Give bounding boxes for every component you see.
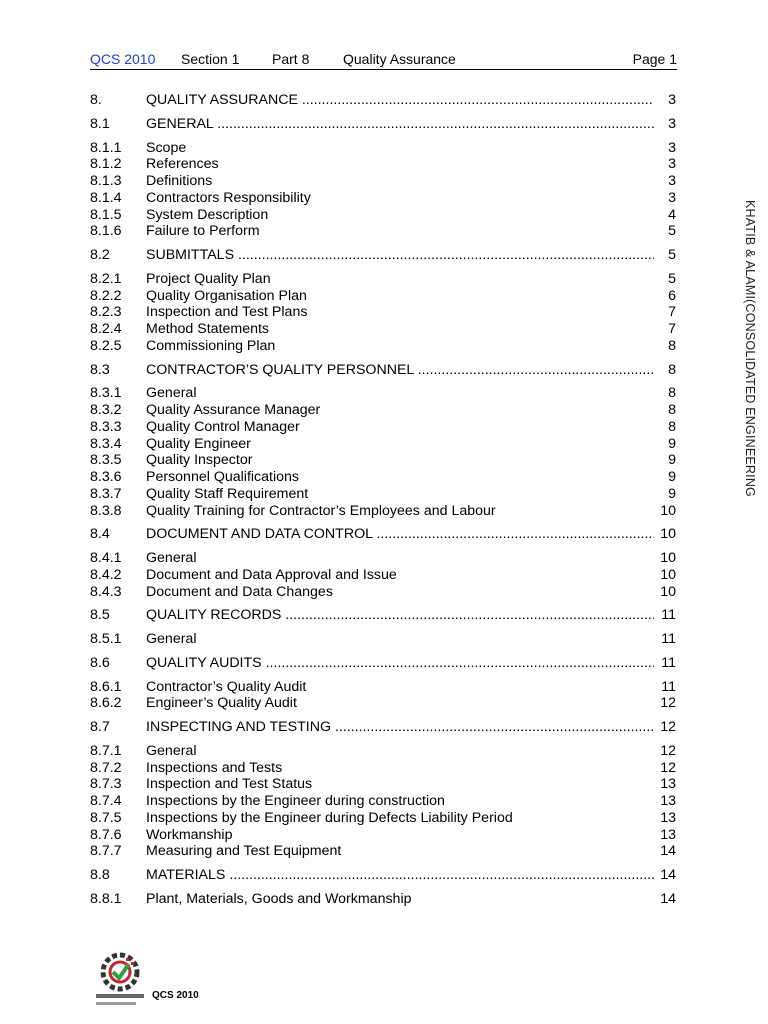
toc-entry-row — [90, 631, 676, 648]
toc-page-number: 10 — [660, 566, 676, 583]
toc-page-number: 3 — [668, 115, 676, 132]
toc-page-number: 8 — [668, 402, 676, 418]
toc-title: Contractors Responsibility — [146, 189, 311, 206]
toc-number: 8.4.3 — [90, 583, 122, 600]
toc-number: 8.6.2 — [90, 695, 122, 712]
toc-entry-row — [90, 469, 676, 486]
toc-number: 8.4.2 — [90, 566, 122, 583]
toc-number: 8.7.3 — [90, 776, 122, 793]
toc-title: Quality Control Manager — [146, 418, 300, 435]
toc-page-number: 13 — [660, 826, 676, 843]
toc-entry-row — [90, 304, 676, 321]
toc-title: Quality Inspector — [146, 452, 253, 469]
toc-number: 8.2.2 — [90, 287, 122, 304]
toc-entry-row — [90, 584, 676, 601]
toc-entry-row — [90, 827, 676, 844]
toc-entry-row — [90, 567, 676, 584]
toc-section-row — [90, 92, 676, 109]
toc-entry-row — [90, 436, 676, 453]
toc-title: Project Quality Plan — [146, 270, 271, 287]
toc-entry-row — [90, 156, 676, 173]
toc-number: 8.1.6 — [90, 223, 122, 240]
toc-page-number: 11 — [661, 678, 676, 695]
toc-title: Method Statements — [146, 321, 270, 337]
toc-page-number: 7 — [668, 321, 676, 337]
toc-page-number: 3 — [668, 156, 676, 173]
toc-entry-row — [90, 402, 676, 419]
toc-page-number: 8 — [668, 418, 676, 435]
toc-section-row — [90, 607, 676, 624]
toc-title: Workmanship — [146, 826, 233, 843]
toc-page-number: 13 — [660, 809, 676, 826]
toc-title: QUALITY AUDITS ..... — [146, 655, 654, 672]
toc-entry-row — [90, 743, 676, 760]
logo-caption: QCS 2010 — [152, 990, 199, 1001]
toc-number: 8.7.5 — [90, 809, 122, 826]
toc-number: 8.1.3 — [90, 173, 122, 189]
header-code: QCS 2010 — [90, 51, 156, 67]
toc-section-row — [90, 362, 676, 379]
toc-number: 8.1.5 — [90, 206, 122, 223]
toc-section-row — [90, 247, 676, 264]
toc-number: 8.2.5 — [90, 337, 122, 354]
toc-page-number: 10 — [660, 526, 676, 543]
toc-number: 8.4 — [90, 526, 110, 543]
toc-title: Commissioning Plan — [146, 337, 276, 354]
toc-entry-row — [90, 385, 676, 402]
qcs-logo-icon — [88, 950, 152, 1012]
toc-title: General — [146, 385, 197, 402]
toc-entry-row — [90, 207, 676, 224]
toc-number: 8.1 — [90, 115, 110, 132]
toc-number: 8.2.1 — [90, 270, 122, 287]
toc-page-number: 8 — [668, 361, 676, 378]
toc-entry-row — [90, 190, 676, 207]
toc-entry-row — [90, 223, 676, 240]
toc-page-number: 9 — [668, 485, 676, 502]
toc-title: CONTRACTOR’S QUALITY PERSONNEL ..... — [146, 362, 654, 379]
toc-entry-row — [90, 140, 676, 157]
toc-title: Inspections and Tests — [146, 759, 283, 776]
toc-entry-row — [90, 452, 676, 469]
toc-page-number: 5 — [668, 223, 676, 240]
toc-entry-row — [90, 891, 676, 908]
toc-page-number: 13 — [660, 776, 676, 793]
toc-number: 8.8.1 — [90, 890, 122, 907]
toc-page-number: 4 — [668, 206, 676, 223]
toc-title: General — [146, 550, 197, 566]
toc-entry-row — [90, 810, 676, 827]
toc-number: 8.2 — [90, 247, 110, 263]
toc-number: 8.6 — [90, 654, 110, 671]
toc-number: 8.7.1 — [90, 742, 122, 759]
toc-page-number: 12 — [660, 719, 676, 735]
toc-page-number: 3 — [668, 173, 676, 189]
toc-number: 8.7.2 — [90, 759, 122, 776]
toc-number: 8.2.4 — [90, 321, 122, 337]
toc-section-row — [90, 867, 676, 884]
toc-title: Quality Staff Requirement — [146, 485, 309, 502]
toc-title: General — [146, 631, 197, 647]
toc-number: 8.3.6 — [90, 469, 122, 485]
toc-title: Measuring and Test Equipment — [146, 843, 342, 860]
toc-number: 8.7.7 — [90, 843, 122, 860]
toc-number: 8.3.1 — [90, 385, 122, 402]
toc-title: Inspection and Test Status — [146, 776, 313, 793]
toc-title: MATERIALS ..... — [146, 867, 654, 884]
toc-page-number: 11 — [661, 631, 676, 647]
toc-entry-row — [90, 271, 676, 288]
toc-title: Quality Training for Contractor’s Employees and Labour — [146, 502, 496, 519]
toc-title: Contractor’s Quality Audit — [146, 678, 307, 695]
page-header — [90, 49, 677, 70]
toc-page-number: 10 — [660, 550, 676, 566]
header-part: Part 8 — [272, 51, 310, 67]
toc-page-number: 9 — [668, 435, 676, 452]
header-section: Section 1 — [181, 51, 240, 67]
toc-title: Engineer’s Quality Audit — [146, 695, 297, 712]
toc-title: Inspection and Test Plans — [146, 304, 308, 321]
toc-page-number: 6 — [668, 287, 676, 304]
toc-page-number: 14 — [660, 843, 676, 860]
toc-number: 8.3 — [90, 361, 110, 378]
toc-section-row — [90, 655, 676, 672]
toc-title: QUALITY RECORDS ..... — [146, 607, 654, 624]
toc-title: General — [146, 742, 197, 759]
toc-title: References — [146, 156, 219, 173]
toc-page-number: 12 — [660, 742, 676, 759]
header-page-number: Page 1 — [632, 51, 677, 67]
toc-number: 8.5 — [90, 607, 110, 624]
toc-page-number: 11 — [661, 654, 676, 671]
toc-title: Definitions — [146, 173, 213, 189]
toc-page-number: 12 — [660, 759, 676, 776]
toc-title: Failure to Perform — [146, 223, 260, 240]
toc-number: 8.3.3 — [90, 418, 122, 435]
toc-number: 8.1.2 — [90, 156, 122, 173]
toc-title: Personnel Qualifications — [146, 469, 299, 485]
header-title: Quality Assurance — [343, 51, 456, 67]
toc-title: DOCUMENT AND DATA CONTROL ..... — [146, 526, 654, 543]
toc-page-number: 8 — [668, 337, 676, 354]
toc-entry-row — [90, 793, 676, 810]
toc-entry-row — [90, 419, 676, 436]
toc-page-number: 8 — [668, 385, 676, 402]
toc-number: 8.1.4 — [90, 189, 122, 206]
toc-entry-row — [90, 486, 676, 503]
toc-number: 8.3.2 — [90, 402, 122, 418]
toc-number: 8.8 — [90, 867, 110, 883]
toc-title: Quality Assurance Manager — [146, 402, 321, 418]
toc-page-number: 3 — [668, 139, 676, 156]
toc-entry-row — [90, 776, 676, 793]
toc-number: 8.1.1 — [90, 139, 122, 156]
toc-title: Inspections by the Engineer during Defects Liability Period — [146, 809, 513, 826]
toc-page-number: 11 — [661, 607, 676, 624]
toc-entry-row — [90, 338, 676, 355]
toc-number: 8.3.7 — [90, 485, 122, 502]
toc-entry-row — [90, 695, 676, 712]
toc-page-number: 7 — [668, 304, 676, 321]
toc-title: QUALITY ASSURANCE ..... — [146, 92, 654, 109]
toc-entry-row — [90, 550, 676, 567]
toc-title: GENERAL ..... — [146, 116, 654, 133]
toc-number: 8.3.4 — [90, 435, 122, 452]
toc-section-row — [90, 719, 676, 736]
toc-number: 8.4.1 — [90, 550, 122, 566]
toc-section-row — [90, 526, 676, 543]
toc-title: INSPECTING AND TESTING ..... — [146, 719, 654, 736]
toc-title: Quality Organisation Plan — [146, 287, 307, 304]
toc-number: 8.7.6 — [90, 826, 122, 843]
toc-number: 8.2.3 — [90, 304, 122, 321]
toc-page-number: 10 — [660, 583, 676, 600]
toc-title: Quality Engineer — [146, 435, 251, 452]
toc-page-number: 9 — [668, 452, 676, 469]
toc-title: SUBMITTALS ..... — [146, 247, 654, 264]
toc-page-number: 9 — [668, 469, 676, 485]
toc-title: Document and Data Changes — [146, 583, 333, 600]
toc-number: 8.3.8 — [90, 502, 122, 519]
toc-entry-row — [90, 288, 676, 305]
toc-number: 8.6.1 — [90, 678, 122, 695]
toc-page-number: 5 — [668, 247, 676, 263]
toc-number: 8.3.5 — [90, 452, 122, 469]
toc-page-number: 3 — [668, 92, 676, 108]
toc-title: Scope — [146, 139, 187, 156]
toc-page-number: 5 — [668, 270, 676, 287]
toc-page-number: 10 — [660, 502, 676, 519]
toc-title: Inspections by the Engineer during construction — [146, 793, 445, 809]
toc-page-number: 14 — [660, 867, 676, 883]
toc-title: Document and Data Approval and Issue — [146, 566, 397, 583]
toc-section-row — [90, 116, 676, 133]
toc-number: 8.7 — [90, 719, 110, 735]
toc-entry-row — [90, 503, 676, 520]
toc-number: 8.7.4 — [90, 793, 122, 809]
toc-page-number: 13 — [660, 793, 676, 809]
toc-entry-row — [90, 321, 676, 338]
vertical-side-text: KHATIB & ALAMI(CONSOLIDATED ENGINEERING — [743, 200, 757, 497]
toc-page-number: 14 — [660, 890, 676, 907]
toc-title: Plant, Materials, Goods and Workmanship — [146, 890, 412, 907]
toc-entry-row — [90, 173, 676, 190]
toc-entry-row — [90, 679, 676, 696]
toc-entry-row — [90, 760, 676, 777]
toc-number: 8.5.1 — [90, 631, 122, 647]
toc-page-number: 12 — [660, 695, 676, 712]
toc-number: 8. — [90, 92, 102, 108]
toc-entry-row — [90, 843, 676, 860]
toc-title: System Description — [146, 206, 269, 223]
toc-page-number: 3 — [668, 189, 676, 206]
